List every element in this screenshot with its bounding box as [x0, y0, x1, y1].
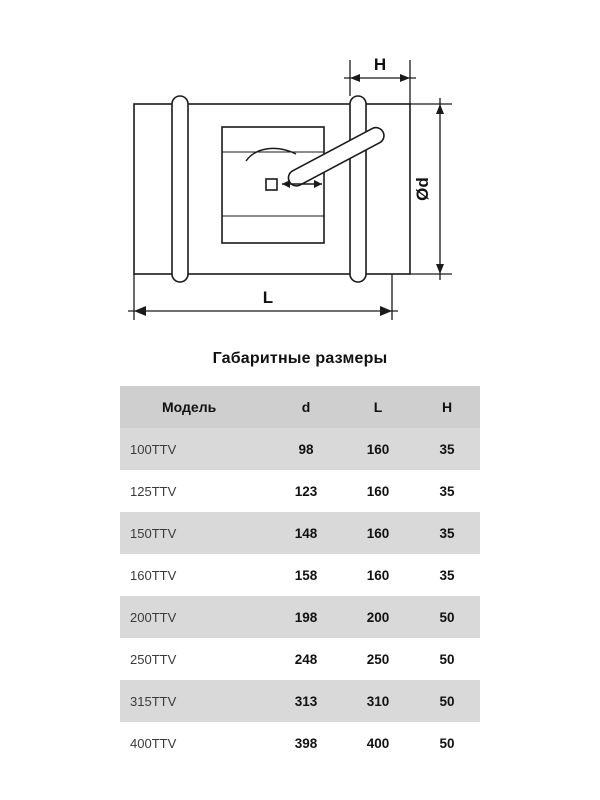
table-row: [120, 428, 480, 470]
cell-h: 50: [414, 680, 480, 722]
left-collar-band: [172, 96, 188, 282]
cell-l: 400: [342, 722, 414, 764]
h-arrow-right: [400, 74, 410, 82]
cell-d: 158: [270, 554, 342, 596]
cell-model: 400TTV: [120, 722, 270, 764]
table-row: [120, 512, 480, 554]
right-collar-band: [350, 96, 366, 282]
table-title: Габаритные размеры: [212, 350, 388, 367]
cell-d: 198: [270, 596, 342, 638]
table-header-row: [120, 386, 480, 428]
d-arrow-top: [436, 104, 444, 114]
cell-d: 398: [270, 722, 342, 764]
column-header-model: Модель: [120, 386, 270, 428]
cell-model: 160TTV: [120, 554, 270, 596]
h-label: H: [373, 55, 387, 74]
column-header-h: H: [414, 386, 480, 428]
d-arrow-bottom: [436, 264, 444, 274]
cell-l: 200: [342, 596, 414, 638]
cell-l: 310: [342, 680, 414, 722]
cell-h: 50: [414, 722, 480, 764]
cell-l: 160: [342, 428, 414, 470]
cell-h: 35: [414, 470, 480, 512]
product-dimension-drawing: [0, 0, 600, 345]
cell-h: 35: [414, 512, 480, 554]
cell-d: 148: [270, 512, 342, 554]
l-label: L: [262, 288, 274, 307]
cell-h: 35: [414, 554, 480, 596]
cell-model: 200TTV: [120, 596, 270, 638]
table-body: [120, 428, 480, 764]
cell-l: 160: [342, 470, 414, 512]
d-label: Ød: [413, 177, 432, 201]
cell-model: 125TTV: [120, 470, 270, 512]
cell-d: 313: [270, 680, 342, 722]
table-row: [120, 554, 480, 596]
table-row: [120, 680, 480, 722]
table-row: [120, 596, 480, 638]
cell-h: 50: [414, 596, 480, 638]
dimensions-table: [120, 386, 480, 764]
cell-model: 100TTV: [120, 428, 270, 470]
cell-model: 250TTV: [120, 638, 270, 680]
column-header-l: L: [342, 386, 414, 428]
cell-h: 35: [414, 428, 480, 470]
column-header-d: d: [270, 386, 342, 428]
table-row: [120, 638, 480, 680]
h-arrow-left: [350, 74, 360, 82]
l-arrow-left: [134, 306, 146, 316]
table-row: [120, 722, 480, 764]
table-header: [120, 386, 480, 428]
l-arrow-right: [380, 306, 392, 316]
cell-model: 150TTV: [120, 512, 270, 554]
cell-d: 123: [270, 470, 342, 512]
cell-l: 160: [342, 554, 414, 596]
table-row: [120, 470, 480, 512]
terminal-square: [266, 179, 277, 190]
cell-l: 160: [342, 512, 414, 554]
cell-model: 315TTV: [120, 680, 270, 722]
cell-d: 248: [270, 638, 342, 680]
cell-l: 250: [342, 638, 414, 680]
cell-d: 98: [270, 428, 342, 470]
cell-h: 50: [414, 638, 480, 680]
